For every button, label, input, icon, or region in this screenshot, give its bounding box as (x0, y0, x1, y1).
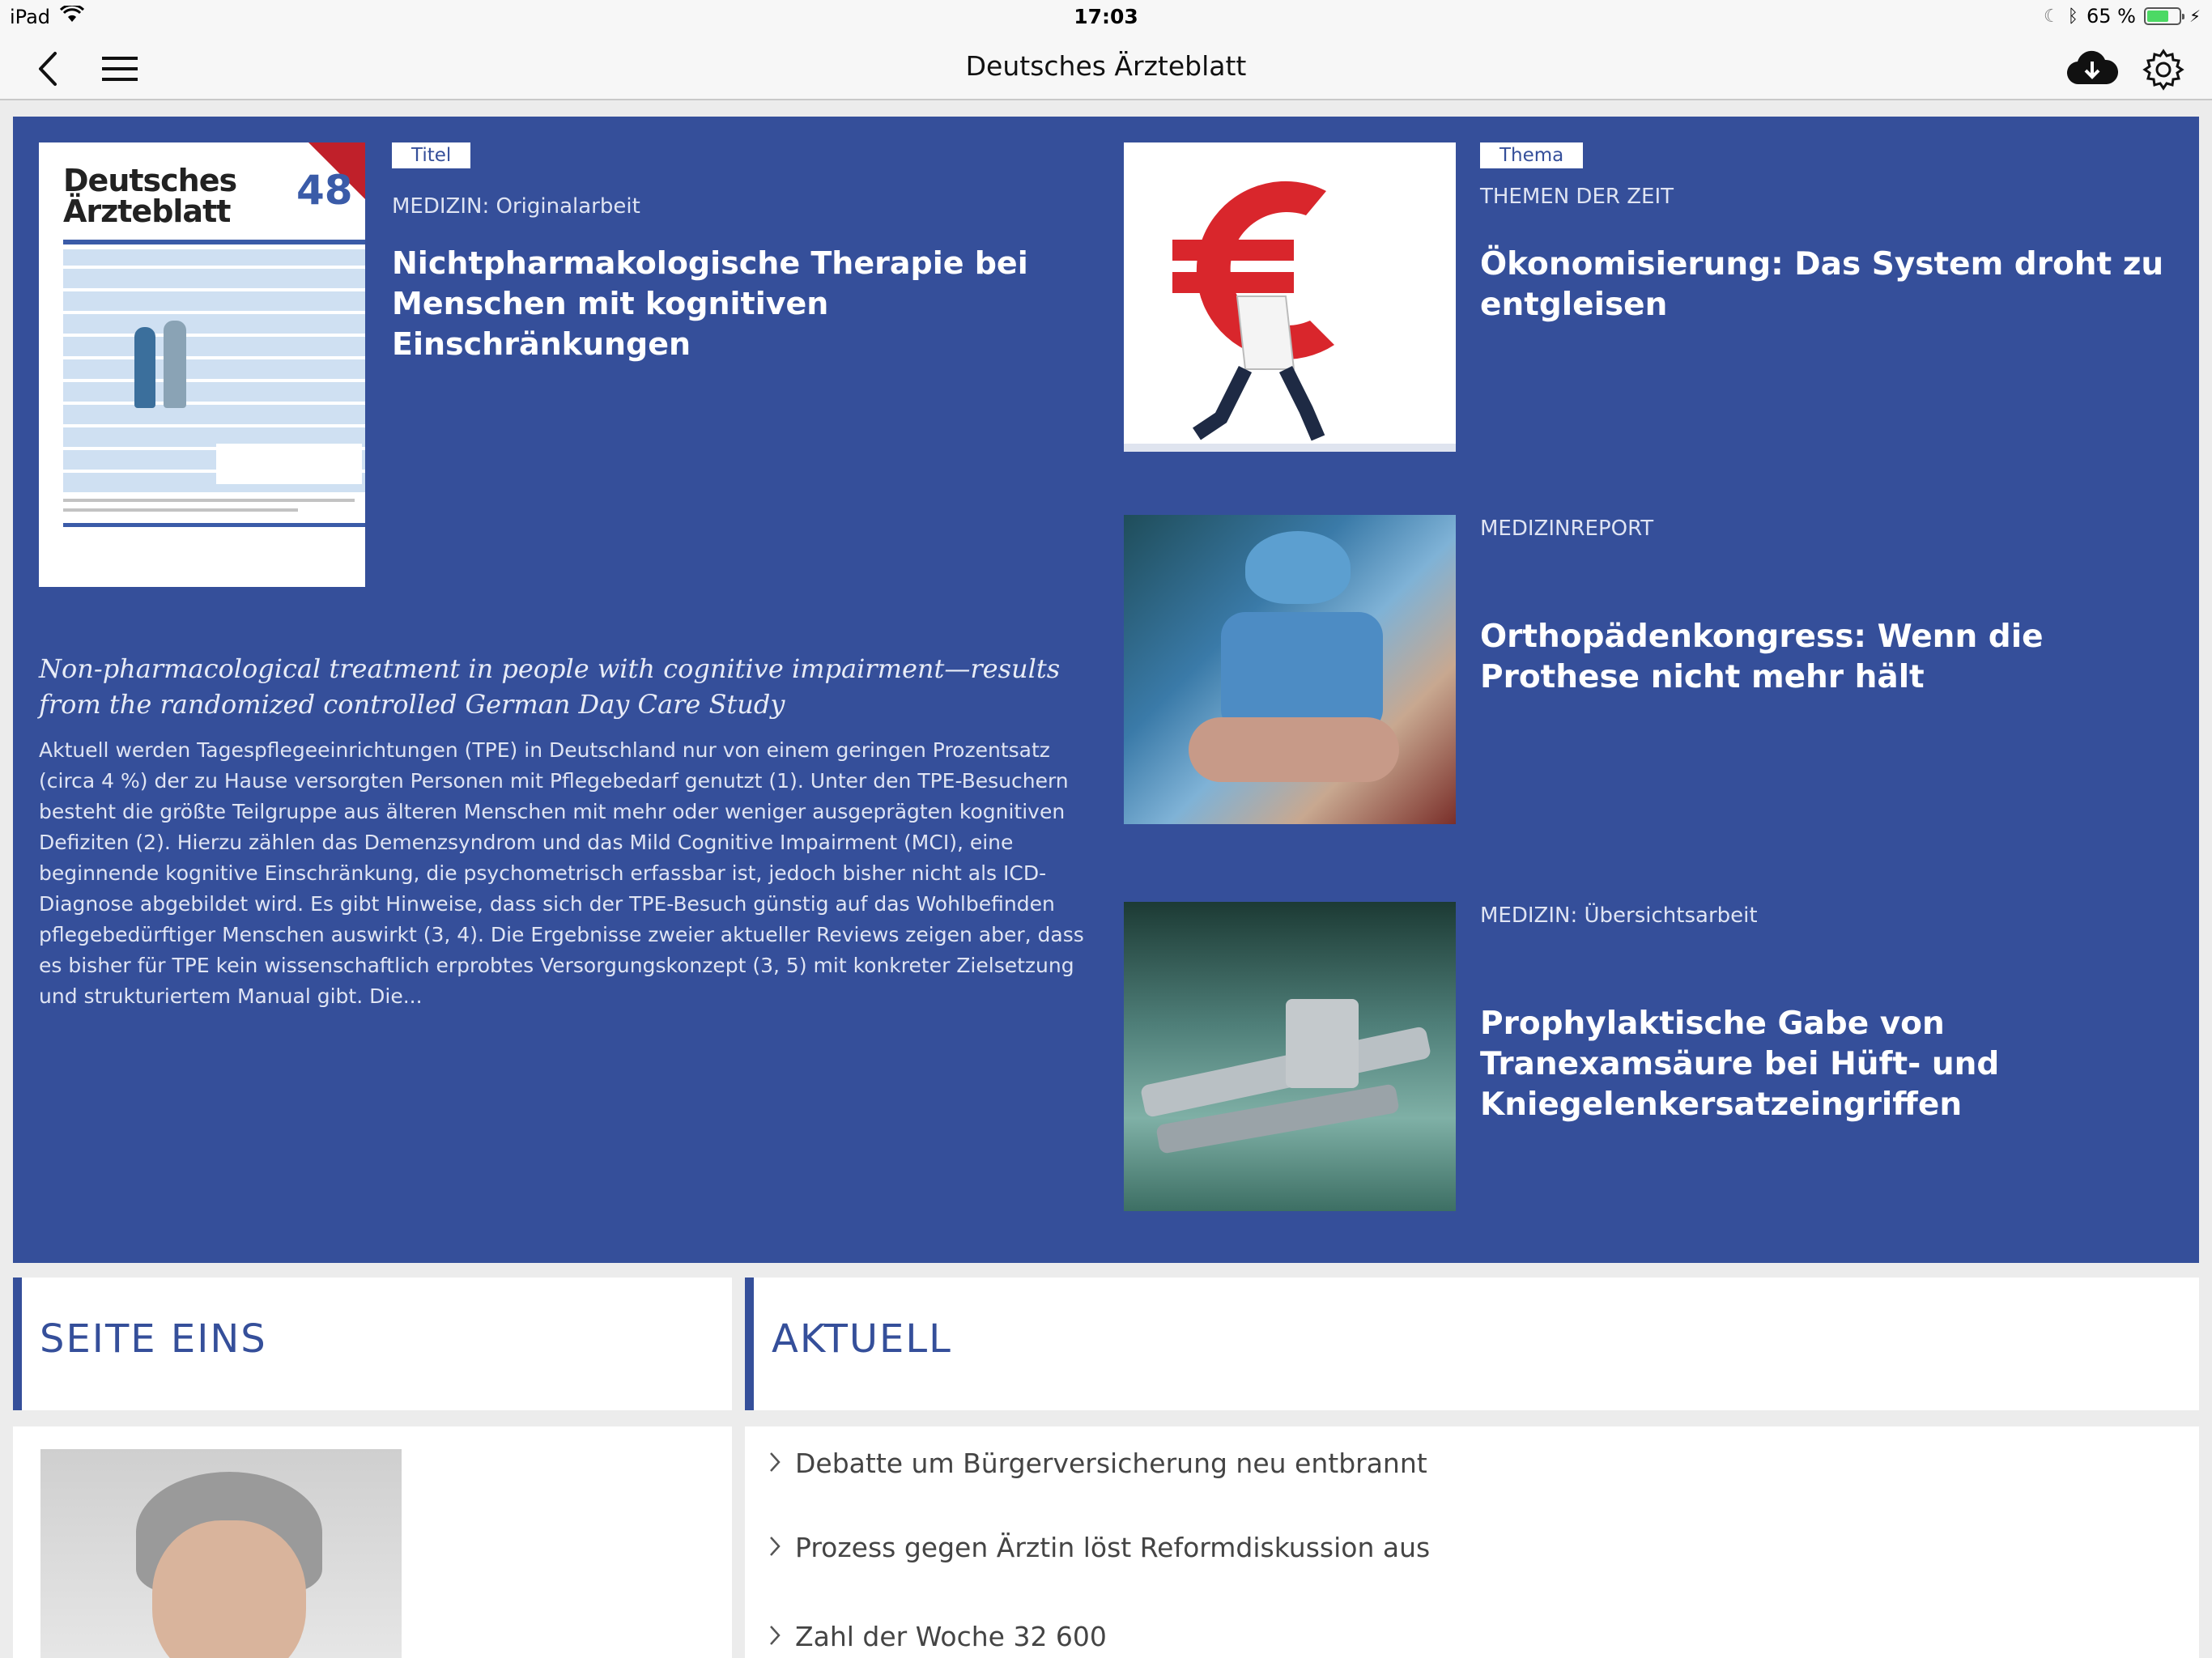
aktuell-panel (745, 1426, 2199, 1658)
article-3-headline[interactable]: Prophylaktische Gabe von Tranexamsäure bei Hüft- und Kniegelenkersatzeingriffen (1480, 1005, 2000, 1123)
cover-issue-number: 48 (296, 167, 353, 214)
surgery-photo-image[interactable] (1124, 515, 1456, 824)
battery-icon (2144, 7, 2181, 25)
navigation-bar (0, 36, 2212, 100)
article-1-headline[interactable]: Ökonomisierung: Das System droht zu entgleisen (1480, 246, 2164, 323)
chevron-right-icon (769, 1448, 781, 1479)
euro-illustration-image[interactable] (1124, 142, 1456, 452)
device-label: iPad (10, 6, 51, 28)
section-header-seite-eins[interactable] (13, 1278, 732, 1410)
article-2-headline[interactable]: Orthopädenkongress: Wenn die Prothese nicht mehr hält (1480, 619, 2044, 695)
moon-icon: ☾ (2044, 6, 2060, 27)
news-item-label: Zahl der Woche 32 600 (795, 1621, 1107, 1652)
lead-abstract-german[interactable]: Aktuell werden Tagespflegeeinrichtungen (TPE) in Deutschland nur von einem geringen Prozentsatz (circa 4 %) der zu Hause versorgten Personen mit Pflegebedarf genutzt (1). Unter den TPE-Besuchern besteht die größte Teilgruppe aus älteren Menschen mit mehr oder weniger ausgeprägten kognitiven Defiziten (2). Hierzu zählen das Demenzsyndrom und das Mild Cognitive Impairment (MCI), eine beginnende kognitive Einschränkung, die psychometrisch erfassbar ist, jedoch bisher nicht als ICD-Diagnose abgebildet wird. Es gibt Hinweise, dass sich der TPE-Besuch günstig auf das Wohlbefinden pflegebedürftiger Menschen auswirkt (3, 4). Die Ergebnisse zweier aktueller Reviews zeigen aber, dass es bisher für TPE kein wissenschaftlich erprobtes Versorgungskonzept (3, 5) mit konkreter Zielsetzung und strukturiertem Manual gibt. Die... (39, 738, 1084, 1008)
issue-cover-image[interactable] (39, 142, 365, 587)
cover-title-line2: Ärzteblatt (63, 193, 231, 229)
cloud-download-icon[interactable] (2066, 50, 2118, 91)
article-2-kicker: MEDIZINREPORT (1480, 517, 1654, 541)
lead-headline[interactable]: Nichtpharmakologische Therapie bei Menschen mit kognitiven Einschränkungen (392, 245, 1028, 362)
article-3-kicker: MEDIZIN: Übersichtsarbeit (1480, 903, 1758, 928)
page-title: Deutsches Ärzteblatt (965, 50, 1247, 82)
news-item-label: Prozess gegen Ärztin löst Reformdiskussion aus (795, 1532, 1431, 1563)
featured-section (13, 117, 2199, 1263)
lead-badge: Titel (392, 142, 470, 168)
section-title-aktuell: AKTUELL (772, 1316, 952, 1362)
chevron-right-icon (769, 1532, 781, 1563)
gear-icon[interactable] (2142, 49, 2184, 94)
surgical-instruments-image[interactable] (1124, 902, 1456, 1211)
charging-icon: ⚡ (2189, 6, 2201, 26)
cover-maze-picture (63, 249, 365, 492)
lead-abstract-english: Non-pharmacological treatment in people with cognitive impairment—results from the randomized controlled German Day Care Study (39, 653, 1061, 720)
section-header-aktuell[interactable] (745, 1278, 2199, 1410)
bluetooth-icon: ᛒ (2067, 6, 2078, 27)
seite-eins-panel (13, 1426, 732, 1658)
article-1-kicker: THEMEN DER ZEIT (1480, 185, 1674, 209)
news-item-label: Debatte um Bürgerversicherung neu entbrannt (795, 1448, 1427, 1479)
cover-title-line1: Deutsches (63, 163, 237, 198)
status-time: 17:03 (1074, 5, 1138, 28)
battery-percent: 65 % (2086, 5, 2136, 28)
status-bar (0, 0, 2212, 36)
lead-kicker: MEDIZIN: Originalarbeit (392, 194, 640, 219)
news-item[interactable] (769, 1532, 1430, 1563)
author-portrait-image[interactable] (40, 1449, 402, 1658)
chevron-right-icon (769, 1621, 781, 1652)
section-title-seite-eins: SEITE EINS (40, 1316, 267, 1362)
article-1-badge: Thema (1480, 142, 1583, 168)
news-item[interactable] (769, 1621, 1107, 1652)
news-item[interactable] (769, 1448, 1427, 1479)
